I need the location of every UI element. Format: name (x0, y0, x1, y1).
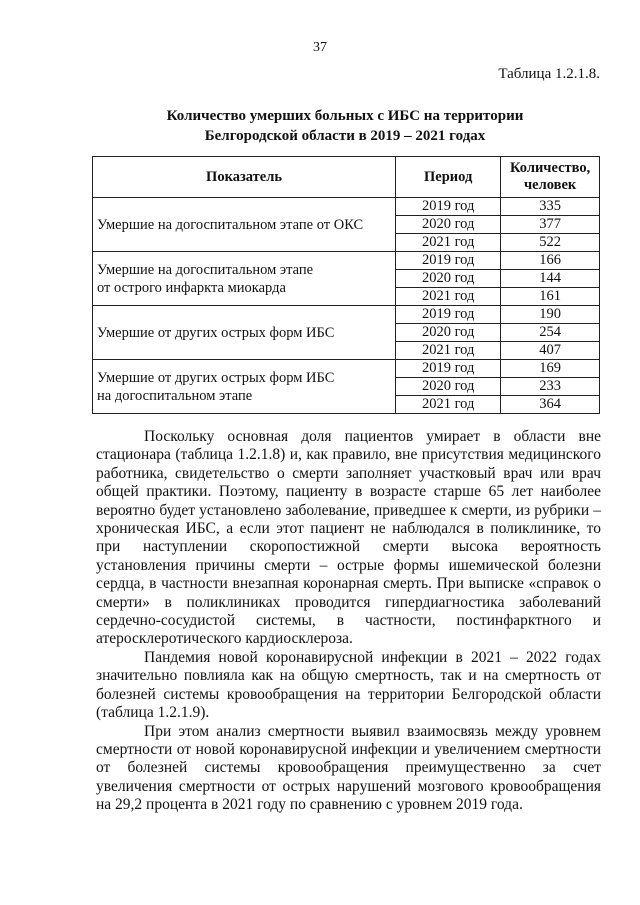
header-indicator: Показатель (93, 157, 396, 198)
period-cell: 2020 год (396, 270, 501, 288)
count-cell: 522 (501, 234, 600, 252)
paragraph: Поскольку основная доля пациентов умирает в области вне стационара (таблица 1.2.1.8) и, как правило, вне присутствия медицинского работника, свидетельство о смерти заполняет участковый врач или врач общей практики. Поэтому, пациенту в возрасте старше 65 лет наиболее вероятно будет установлено заболевание, приведшее к смерти, из рубрики – хроническая ИБС, а если этот пациент не наблюдался в поликлинике, то при наступлении скоропостижной смерти высока вероятность установления причины смерти – острые формы ишемической болезни сердца, в частности внезапная коронарная смерть. При выписке «справок о смерти» в поликлиниках проводится гипердиагностика заболеваний сердечно-сосудистой системы, в частности, постинфарктного и атеросклеротического кардиосклероза. (96, 428, 601, 648)
period-cell: 2021 год (396, 288, 501, 306)
count-cell: 144 (501, 270, 600, 288)
indicator-line: от острого инфаркта миокарда (97, 279, 286, 296)
count-cell: 254 (501, 324, 600, 342)
indicator-line: Умершие от других острых форм ИБС (97, 369, 335, 386)
table-row (93, 252, 600, 270)
count-cell: 335 (501, 198, 600, 216)
table-row (93, 306, 600, 324)
indicator-cell (93, 252, 396, 306)
indicator-line: Умершие на догоспитальном этапе (97, 261, 314, 278)
table-header-row (93, 157, 600, 198)
period-cell: 2019 год (396, 360, 501, 378)
indicator-cell: Умершие на догоспитальном этапе от ОКС (93, 198, 396, 252)
indicator-cell (93, 360, 396, 414)
count-cell: 161 (501, 288, 600, 306)
count-cell: 190 (501, 306, 600, 324)
paragraph: При этом анализ смертности выявил взаимосвязь между уровнем смертности от новой коронавирусной инфекции и увеличением смертности от болезней системы кровообращения преимущественно за счет увеличения смертности от острых нарушений мозгового кровообращения на 29,2 процента в 2021 году по сравнению с уровнем 2019 года. (96, 722, 601, 814)
period-cell: 2020 год (396, 378, 501, 396)
title-line-1: Количество умерших больных с ИБС на территории (166, 108, 524, 124)
count-cell: 233 (501, 378, 600, 396)
mortality-table (92, 156, 600, 414)
count-cell: 166 (501, 252, 600, 270)
header-period: Период (396, 157, 501, 198)
count-cell: 407 (501, 342, 600, 360)
body-text (96, 428, 601, 815)
count-cell: 377 (501, 216, 600, 234)
page-number: 37 (313, 40, 327, 55)
period-cell: 2021 год (396, 342, 501, 360)
period-cell: 2020 год (396, 216, 501, 234)
count-cell: 364 (501, 396, 600, 414)
count-cell: 169 (501, 360, 600, 378)
period-cell: 2019 год (396, 252, 501, 270)
indicator-line: на догоспитальном этапе (97, 387, 253, 404)
period-cell: 2021 год (396, 396, 501, 414)
period-cell: 2020 год (396, 324, 501, 342)
indicator-cell: Умершие от других острых форм ИБС (93, 306, 396, 360)
paragraph: Пандемия новой коронавирусной инфекции в 2021 – 2022 годах значительно повлияла как на общую смертность, так и на смертность от болезней системы кровообращения на территории Белгородской области (таблица 1.2.1.9). (96, 648, 601, 722)
table-title (90, 106, 600, 146)
header-count: Количество, человек (501, 157, 600, 198)
period-cell: 2019 год (396, 306, 501, 324)
title-line-2: Белгородской области в 2019 – 2021 годах (204, 128, 486, 144)
period-cell: 2019 год (396, 198, 501, 216)
table-reference: Таблица 1.2.1.8. (498, 66, 600, 82)
period-cell: 2021 год (396, 234, 501, 252)
table-row (93, 198, 600, 216)
table-row (93, 360, 600, 378)
